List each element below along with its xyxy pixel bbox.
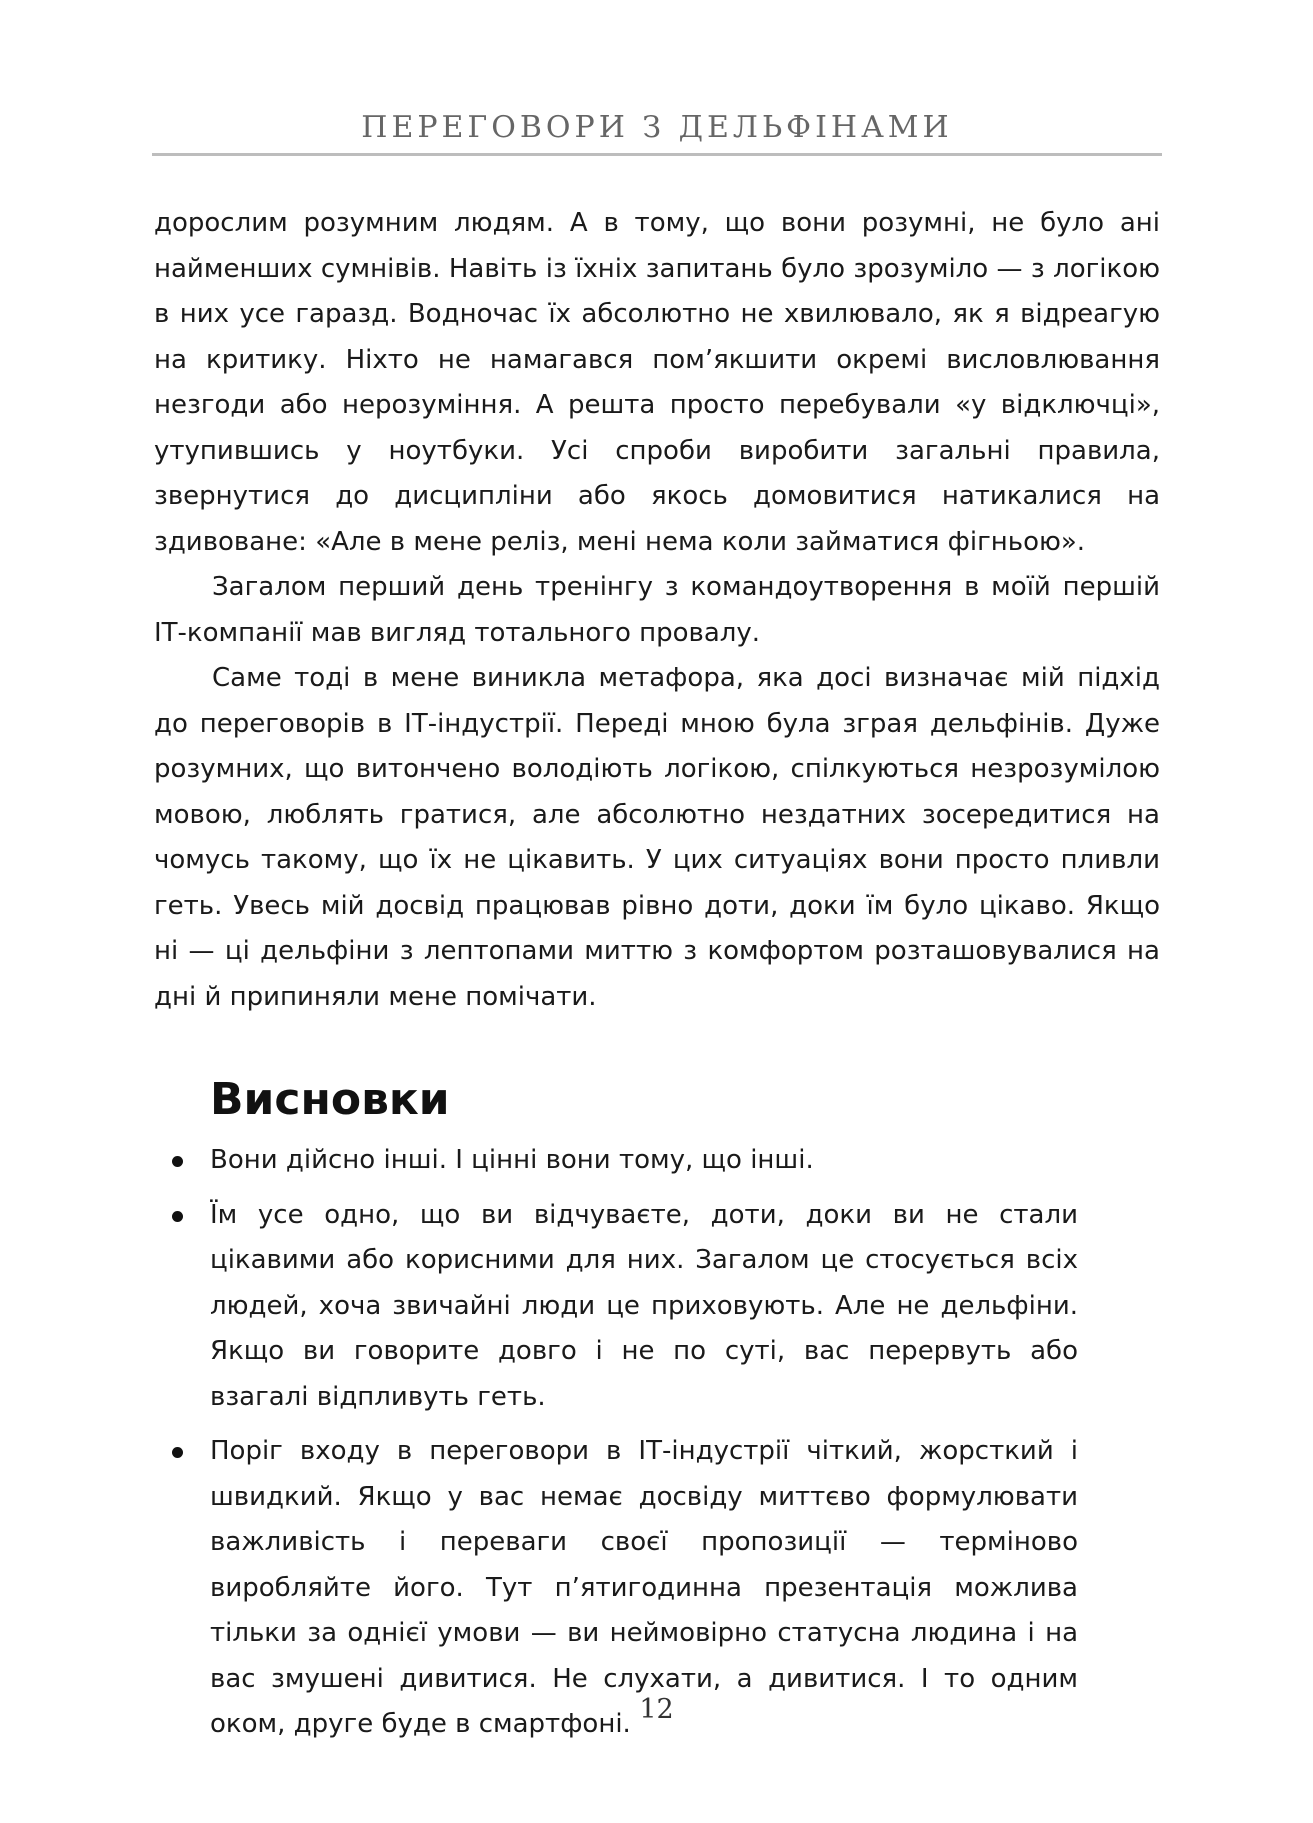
header-rule [152, 153, 1162, 156]
list-item-text: Їм усе одно, що ви відчуваєте, доти, доки ви не стали цікавими або корисними для них. Загалом це стосується всіх людей, хоча звичайні люди це приховують. Але не дельфіни. Якщо ви говорите довго і не по суті, вас перервуть або взагалі відпливуть геть. [210, 1199, 1078, 1412]
bullet-icon [172, 1447, 183, 1458]
paragraph: Саме тоді в мене виникла метафора, яка досі визначає мій підхід до переговорів в ІТ-індустрії. Переді мною була зграя дельфінів. Дуже розумних, що витончено володіють логікою, спілкуються незрозумілою мовою, люблять гратися, але абсолютно нездатних зосередитися на чомусь такому, що їх не цікавить. У цих ситуаціях вони просто пливли геть. Увесь мій досвід працював рівно доти, доки їм було цікаво. Якщо ні — ці дельфіни з лептопами миттю з комфортом розташовувалися на дні й припиняли мене помічати. [154, 663, 1160, 1012]
paragraph: дорослим розумним людям. А в тому, що вони розумні, не було ані найменших сумнівів. Навіть із їхніх запитань було зрозуміло — з логікою в них усе гаразд. Водночас їх абсолютно не хвилювало, як я відреагую на критику. Ніхто не намагався пом’якшити окремі висловлювання незгоди або нерозуміння. А решта просто перебували «у відключці», утупившись у ноутбуки. Усі спроби виробити загальні правила, звернутися до дисципліни або якось домовитися натикалися на здивоване: «Але в мене реліз, мені нема коли займатися фігньою». [154, 208, 1160, 557]
list-item-text: Поріг входу в переговори в ІТ-індустрії чіткий, жорсткий і швидкий. Якщо у вас немає досвіду миттєво формулювати важливість і переваги своєї пропозиції — терміново виробляйте його. Тут п’ятигодинна презентація можлива тільки за однієї умови — ви неймовірно статусна людина і на вас змушені дивитися. Не слухати, а дивитися. І то одним оком, друге буде в смартфоні. [210, 1436, 1078, 1739]
body-text [154, 201, 1160, 1020]
bullet-icon [172, 1156, 183, 1167]
bullet-icon [172, 1211, 183, 1222]
paragraph: Загалом перший день тренінгу з командоутворення в моїй першій ІТ-компанії мав вигляд тотального провалу. [154, 572, 1160, 648]
section-heading: Висновки [210, 1074, 450, 1125]
list-item [170, 1138, 1078, 1184]
page-number: 12 [639, 1694, 674, 1725]
list-item-text: Вони дійсно інші. І цінні вони тому, що інші. [210, 1145, 814, 1175]
conclusions-list [170, 1138, 1078, 1757]
running-head: ПЕРЕГОВОРИ З ДЕЛЬФІНАМИ [361, 110, 953, 145]
list-item [170, 1193, 1078, 1421]
